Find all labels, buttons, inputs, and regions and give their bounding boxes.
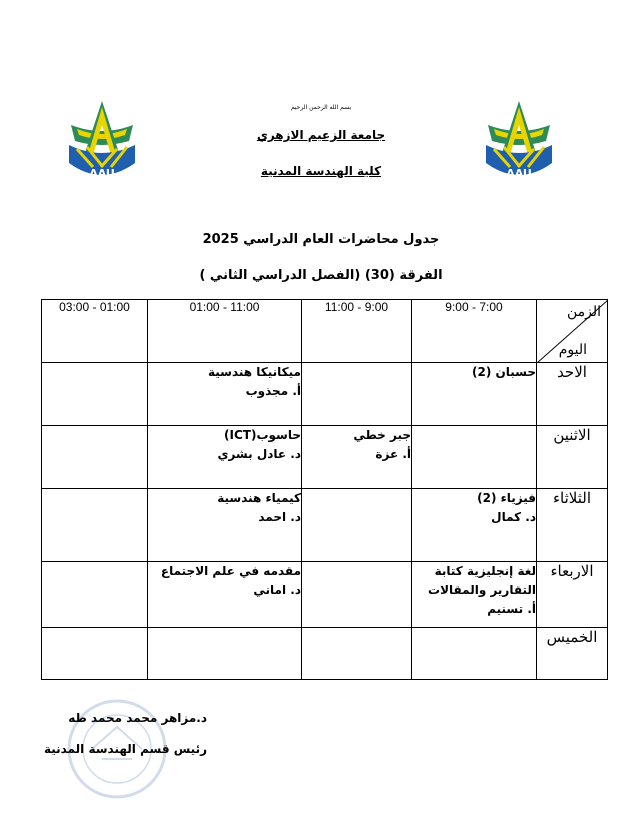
basmala: بسم الله الرحمن الرحيم — [290, 104, 352, 111]
schedule-subtitle: الفرقة (30) (الفصل الدراسي الثاني ) — [199, 268, 443, 283]
course-name: جبر خطي — [353, 428, 411, 442]
day-cell: الخميس — [537, 628, 608, 680]
lecture-cell — [412, 628, 537, 680]
schedule-table — [41, 299, 608, 680]
corner-time-label: الزمن — [566, 304, 601, 320]
lecture-cell — [302, 628, 412, 680]
table-header-row — [42, 300, 608, 363]
lecture-cell — [302, 489, 412, 562]
lecture-cell — [302, 426, 412, 489]
signature-title: رئيس قسم الهندسة المدنية — [43, 742, 207, 756]
corner-cell — [537, 300, 608, 363]
lecture-cell — [42, 562, 148, 628]
day-cell: الاحد — [537, 363, 608, 426]
university-name: جامعة الزعيم الازهري — [256, 128, 386, 142]
lecture-cell — [148, 489, 302, 562]
schedule-row — [42, 562, 608, 628]
lecture-cell — [42, 628, 148, 680]
course-name: لغة إنجليزية كتابة — [434, 564, 536, 578]
logo-text-right: AAU — [506, 167, 532, 180]
lecture-line: التقارير والمقالات — [428, 583, 536, 597]
lecture-line: د. احمد — [258, 510, 301, 524]
time-header: 11:00 - 01:00 — [148, 300, 302, 363]
lecture-cell — [148, 628, 302, 680]
lecture-cell — [412, 426, 537, 489]
lecture-line: د. عادل بشري — [217, 447, 301, 461]
course-name: حاسوب(ICT) — [224, 428, 301, 442]
lecture-cell — [412, 363, 537, 426]
day-cell: الاثنين — [537, 426, 608, 489]
time-header: 9:00 - 11:00 — [302, 300, 412, 363]
logo-text-left: AAU — [89, 167, 115, 180]
course-name: كيمياء هندسية — [217, 491, 301, 505]
signature-name: د.مزاهر محمد محمد طه — [68, 711, 207, 725]
corner-day-label: اليوم — [558, 342, 587, 358]
time-header: 7:00 - 9:00 — [412, 300, 537, 363]
course-name: حسبان (2) — [471, 365, 536, 379]
course-name: مقدمه في علم الاجتماع — [160, 564, 301, 578]
time-header: 01:00 - 03:00 — [42, 300, 148, 363]
lecture-cell — [302, 562, 412, 628]
day-cell: الاربعاء — [537, 562, 608, 628]
lecture-cell — [42, 489, 148, 562]
lecture-cell — [42, 363, 148, 426]
lecture-line: أ. عزة — [375, 447, 411, 461]
schedule-row — [42, 363, 608, 426]
lecture-cell — [148, 562, 302, 628]
lecture-line: أ. مجذوب — [245, 384, 301, 398]
lecture-cell — [412, 489, 537, 562]
lecture-cell — [412, 562, 537, 628]
course-name: ميكانيكا هندسية — [207, 365, 301, 379]
course-name: فيزياء (2) — [477, 491, 536, 505]
schedule-row — [42, 426, 608, 489]
schedule-title: جدول محاضرات العام الدراسي 2025 — [202, 232, 440, 247]
lecture-cell — [302, 363, 412, 426]
lecture-cell — [148, 363, 302, 426]
lecture-cell — [42, 426, 148, 489]
lecture-line: د. كمال — [491, 510, 536, 524]
lecture-line: د. اماني — [253, 583, 301, 597]
schedule-row — [42, 628, 608, 680]
day-cell: الثلاثاء — [537, 489, 608, 562]
schedule-row — [42, 489, 608, 562]
lecture-line: أ. تسنيم — [487, 602, 536, 616]
college-name: كلية الهندسة المدنية — [260, 164, 382, 178]
lecture-cell — [148, 426, 302, 489]
